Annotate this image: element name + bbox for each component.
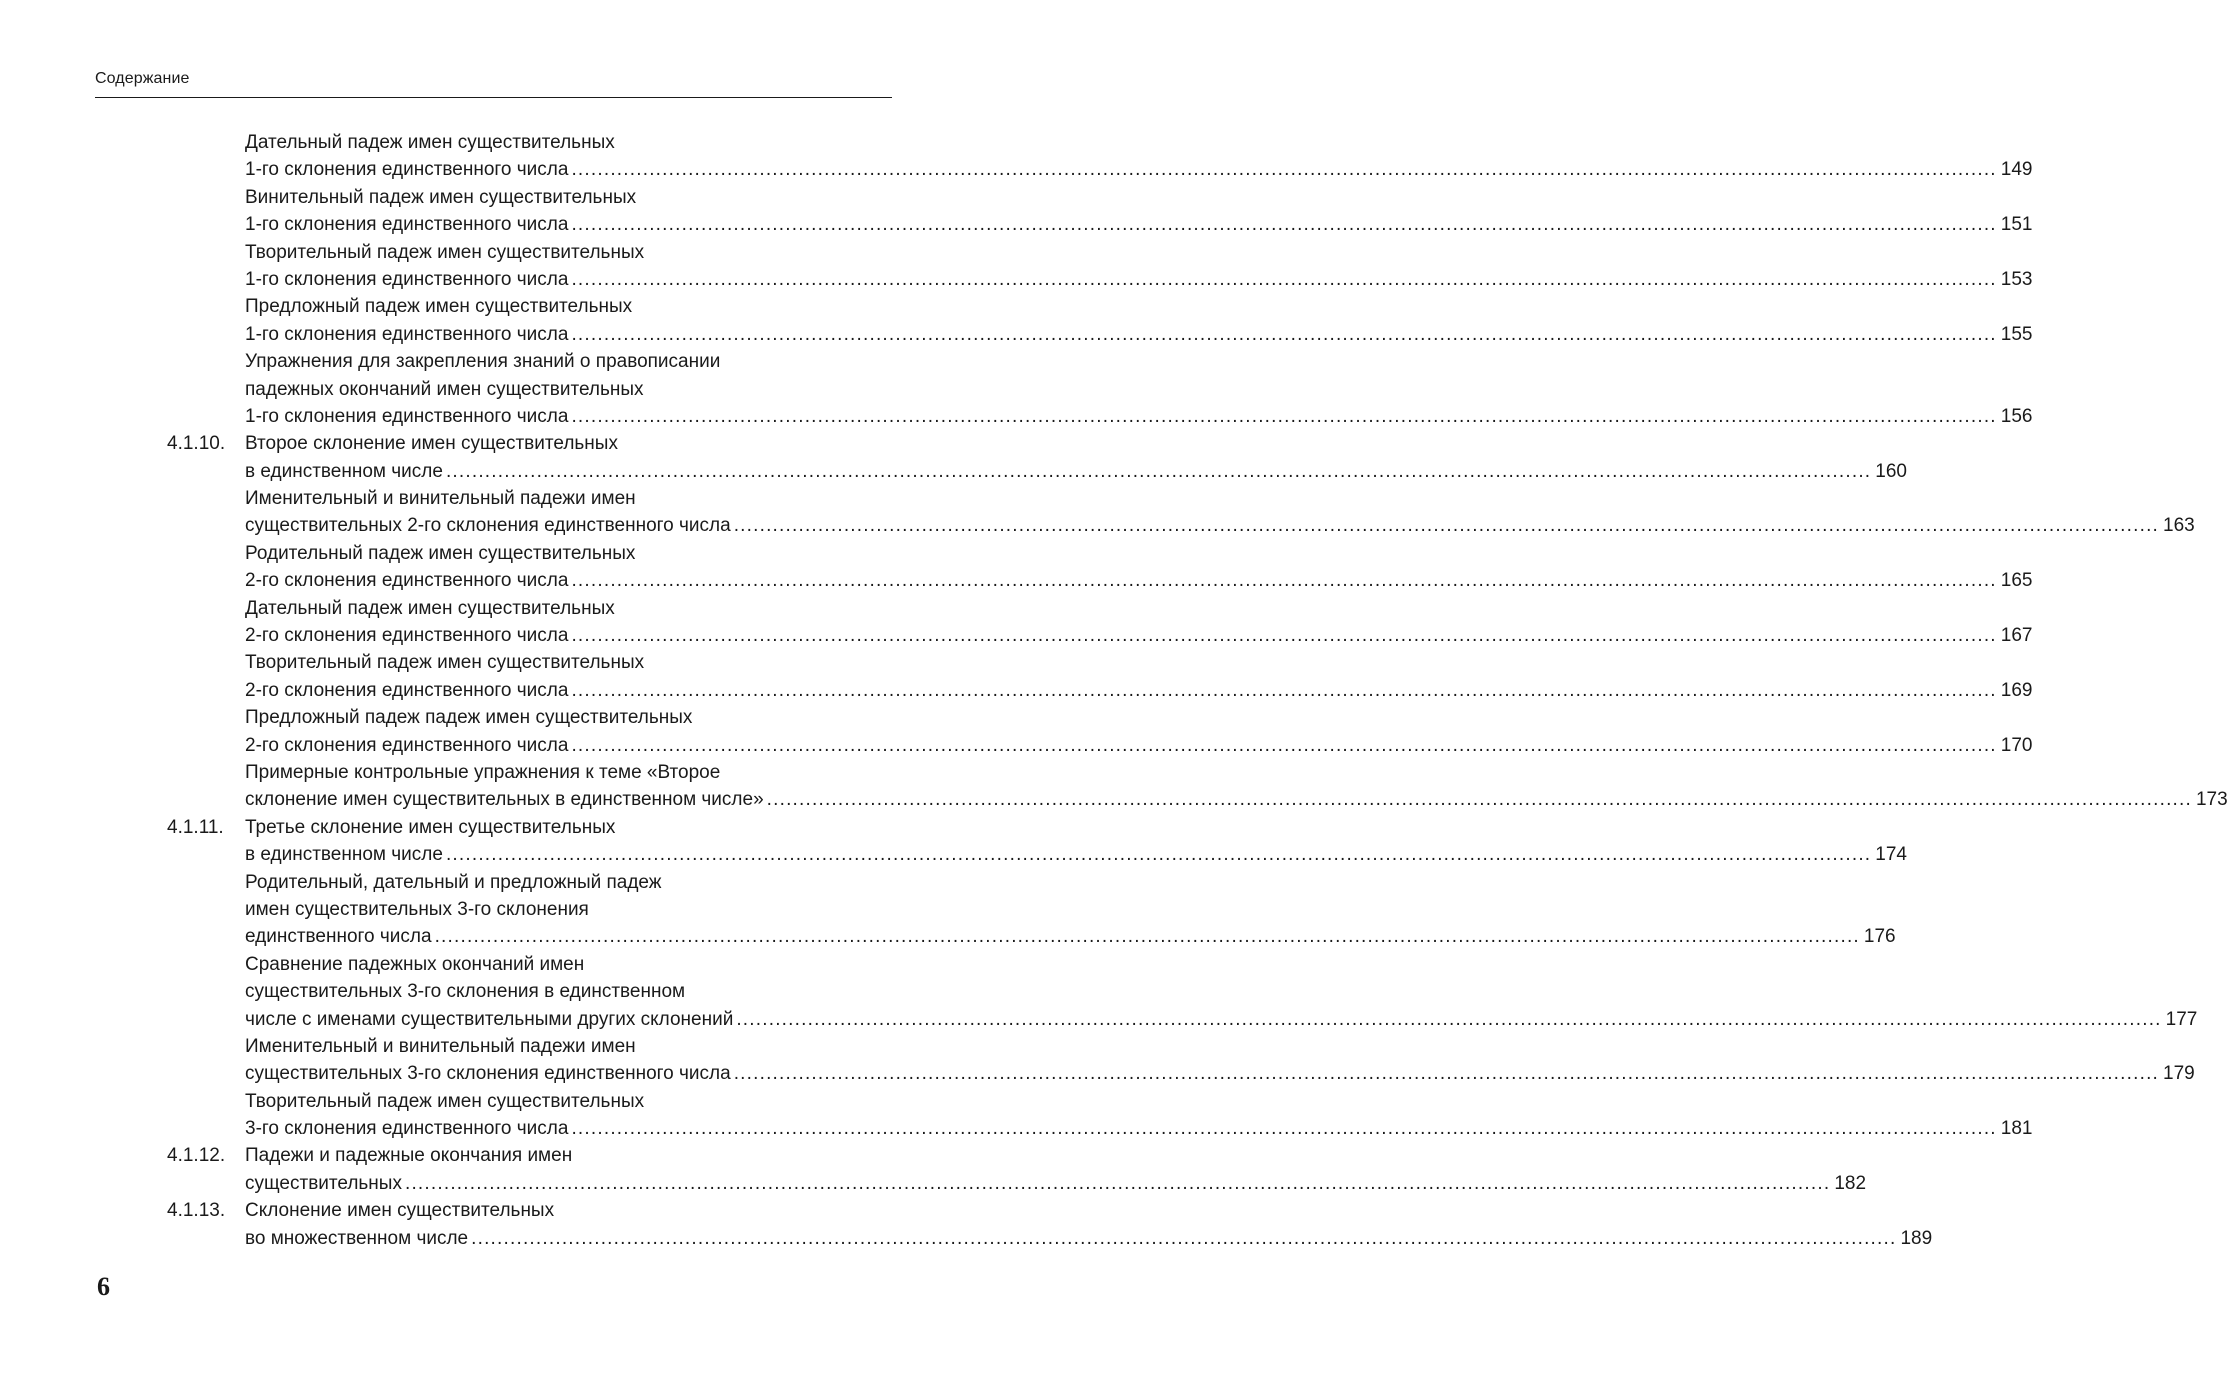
toc-dot-leader: ............................................................................................................................................................................................................................ [571, 323, 1997, 345]
toc-entry-title-line: в единственном числе [245, 460, 443, 482]
toc-section-number: 4.1.12. [167, 1145, 226, 1167]
toc-entry-title-line: 1-го склонения единственного числа [245, 159, 569, 181]
toc-entry-title-line: Родительный падеж имен существительных [245, 542, 636, 564]
toc-entry-title-line: склонение имен существительных в единственном числе» [245, 789, 764, 811]
toc-page-number: 170 [2000, 734, 2033, 756]
toc-entry-title-line: существительных 3-го склонения единственного числа [245, 1063, 731, 1085]
toc-dot-leader: ............................................................................................................................................................................................................................ [571, 159, 1997, 181]
toc-dot-leader: ............................................................................................................................................................................................................................ [733, 1063, 2160, 1085]
toc-entry-title-line: 1-го склонения единственного числа [245, 323, 569, 345]
toc-entry [0, 348, 2033, 430]
toc-entry-title-line: единственного числа [245, 926, 432, 948]
toc-entry [0, 239, 2033, 294]
toc-page-number: 153 [2000, 268, 2033, 290]
toc-entry-title-line: Дательный падеж имен существительных [245, 132, 615, 153]
toc-dot-leader: ............................................................................................................................................................................................................................ [736, 1008, 2162, 1030]
toc-dot-leader: ............................................................................................................................................................................................................................ [434, 926, 1860, 948]
toc-entry-title-line: Третье склонение имен существительных [245, 816, 616, 838]
toc-entry-title-line: существительных [245, 1172, 402, 1194]
toc-entry [0, 430, 1907, 485]
toc-entry-title-line: Дательный падеж имен существительных [245, 597, 615, 619]
toc-entry-title-line: Второе склонение имен существительных [245, 433, 618, 455]
toc-page-number: 165 [2000, 570, 2033, 592]
toc-entry [0, 485, 2195, 540]
toc-entry [0, 184, 2033, 239]
toc-entry [0, 129, 2033, 184]
toc-entry-title-line: Предложный падеж имен существительных [245, 296, 633, 318]
toc-entry-title-line: Именительный и винительный падежи имен [245, 1035, 636, 1057]
toc-entry-title-line: 2-го склонения единственного числа [245, 679, 569, 701]
toc-page-number: 179 [2163, 1063, 2195, 1085]
toc-entry-title-line: Падежи и падежные окончания имен [245, 1145, 573, 1167]
toc-dot-leader: ............................................................................................................................................................................................................................ [404, 1172, 1831, 1194]
toc-page-number: 149 [2000, 159, 2033, 181]
toc-entry-title-line: 2-го склонения единственного числа [245, 570, 569, 592]
toc-dot-leader: ............................................................................................................................................................................................................................ [571, 679, 1997, 701]
toc-entry [0, 293, 2033, 348]
toc-section-number: 4.1.11. [167, 816, 224, 838]
toc-entry [0, 1033, 2195, 1088]
toc-entry-title-line: Творительный падеж имен существительных [245, 1090, 645, 1112]
toc-entry-title-line: Творительный падеж имен существительных [245, 652, 645, 674]
toc-entry-title-line: числе с именами существительными других склонений [245, 1008, 734, 1030]
running-header-title: Содержание [95, 70, 190, 87]
header-rule [95, 97, 892, 98]
toc-dot-leader: ............................................................................................................................................................................................................................ [445, 844, 1872, 866]
toc-dot-leader: ............................................................................................................................................................................................................................ [571, 625, 1997, 647]
toc-entry-title-line: существительных 2-го склонения единственного числа [245, 515, 731, 537]
toc-page-number: 156 [2000, 405, 2033, 427]
toc-entry-title-line: Творительный падеж имен существительных [245, 241, 645, 263]
toc-entry [0, 1142, 1867, 1197]
toc-page-number: 177 [2165, 1008, 2198, 1030]
toc-entry-title-line: 1-го склонения единственного числа [245, 268, 569, 290]
toc-dot-leader: ............................................................................................................................................................................................................................ [571, 570, 1997, 592]
table-of-contents [0, 129, 2228, 1252]
toc-entry-title-line: 2-го склонения единственного числа [245, 625, 569, 647]
toc-entry-title-line: Склонение имен существительных [245, 1200, 555, 1222]
toc-entry [0, 951, 2198, 1033]
toc-page-number: 151 [2000, 214, 2033, 236]
toc-entry-title-line: Упражнения для закрепления знаний о правописании [245, 351, 721, 373]
toc-entry-title-line: Родительный, дательный и предложный падеж [245, 871, 662, 893]
toc-entry-title-line: Примерные контрольные упражнения к теме «Второе [245, 761, 721, 783]
toc-entry-title-line: 2-го склонения единственного числа [245, 734, 569, 756]
toc-dot-leader: ............................................................................................................................................................................................................................ [571, 405, 1997, 427]
toc-entry [0, 1088, 2033, 1143]
toc-entry [0, 1197, 1933, 1252]
toc-entry [0, 814, 1907, 869]
toc-entry [0, 704, 2033, 759]
toc-page-number: 182 [1834, 1172, 1867, 1194]
toc-page-number: 160 [1875, 460, 1907, 482]
toc-entry-title-line: во множественном числе [245, 1227, 469, 1249]
toc-dot-leader: ............................................................................................................................................................................................................................ [445, 460, 1872, 482]
toc-entry-title-line: в единственном числе [245, 844, 443, 866]
toc-entry [0, 540, 2033, 595]
toc-dot-leader: ............................................................................................................................................................................................................................ [571, 734, 1997, 756]
toc-page-number: 169 [2000, 679, 2033, 701]
toc-dot-leader: ............................................................................................................................................................................................................................ [571, 1118, 1997, 1140]
toc-page-number: 155 [2000, 323, 2033, 345]
toc-dot-leader: ............................................................................................................................................................................................................................ [571, 214, 1997, 236]
toc-dot-leader: ............................................................................................................................................................................................................................ [766, 789, 2192, 811]
toc-entry-title-line: имен существительных 3-го склонения [245, 898, 589, 920]
page-number: 6 [97, 1272, 110, 1301]
toc-section-number: 4.1.13. [167, 1200, 226, 1222]
toc-entry [0, 595, 2033, 650]
toc-entry-title-line: Винительный падеж имен существительных [245, 186, 637, 208]
toc-entry [0, 869, 1896, 951]
toc-entry-title-line: Именительный и винительный падежи имен [245, 488, 636, 510]
toc-entry-title-line: Предложный падеж падеж имен существительных [245, 707, 693, 729]
toc-entry-title-line: 1-го склонения единственного числа [245, 214, 569, 236]
toc-page-number: 163 [2163, 515, 2195, 537]
toc-page-number: 167 [2000, 625, 2033, 647]
toc-entry-title-line: существительных 3-го склонения в единственном [245, 981, 686, 1003]
toc-entry [0, 649, 2033, 704]
toc-section-number: 4.1.10. [167, 433, 226, 455]
toc-entry-title-line: Сравнение падежных окончаний имен [245, 953, 585, 975]
toc-entry-title-line: 3-го склонения единственного числа [245, 1118, 569, 1140]
toc-entry-title-line: падежных окончаний имен существительных [245, 378, 644, 400]
toc-page-number: 176 [1863, 926, 1896, 948]
toc-page-number: 173 [2195, 789, 2228, 811]
toc-page-number: 189 [1900, 1227, 1933, 1249]
toc-entry [0, 759, 2228, 814]
toc-dot-leader: ............................................................................................................................................................................................................................ [733, 515, 2160, 537]
toc-dot-leader: ............................................................................................................................................................................................................................ [571, 268, 1997, 290]
toc-dot-leader: ............................................................................................................................................................................................................................ [471, 1227, 1897, 1249]
toc-page-number: 181 [2000, 1118, 2033, 1140]
toc-page-number: 174 [1875, 844, 1907, 866]
toc-entry-title-line: 1-го склонения единственного числа [245, 405, 569, 427]
